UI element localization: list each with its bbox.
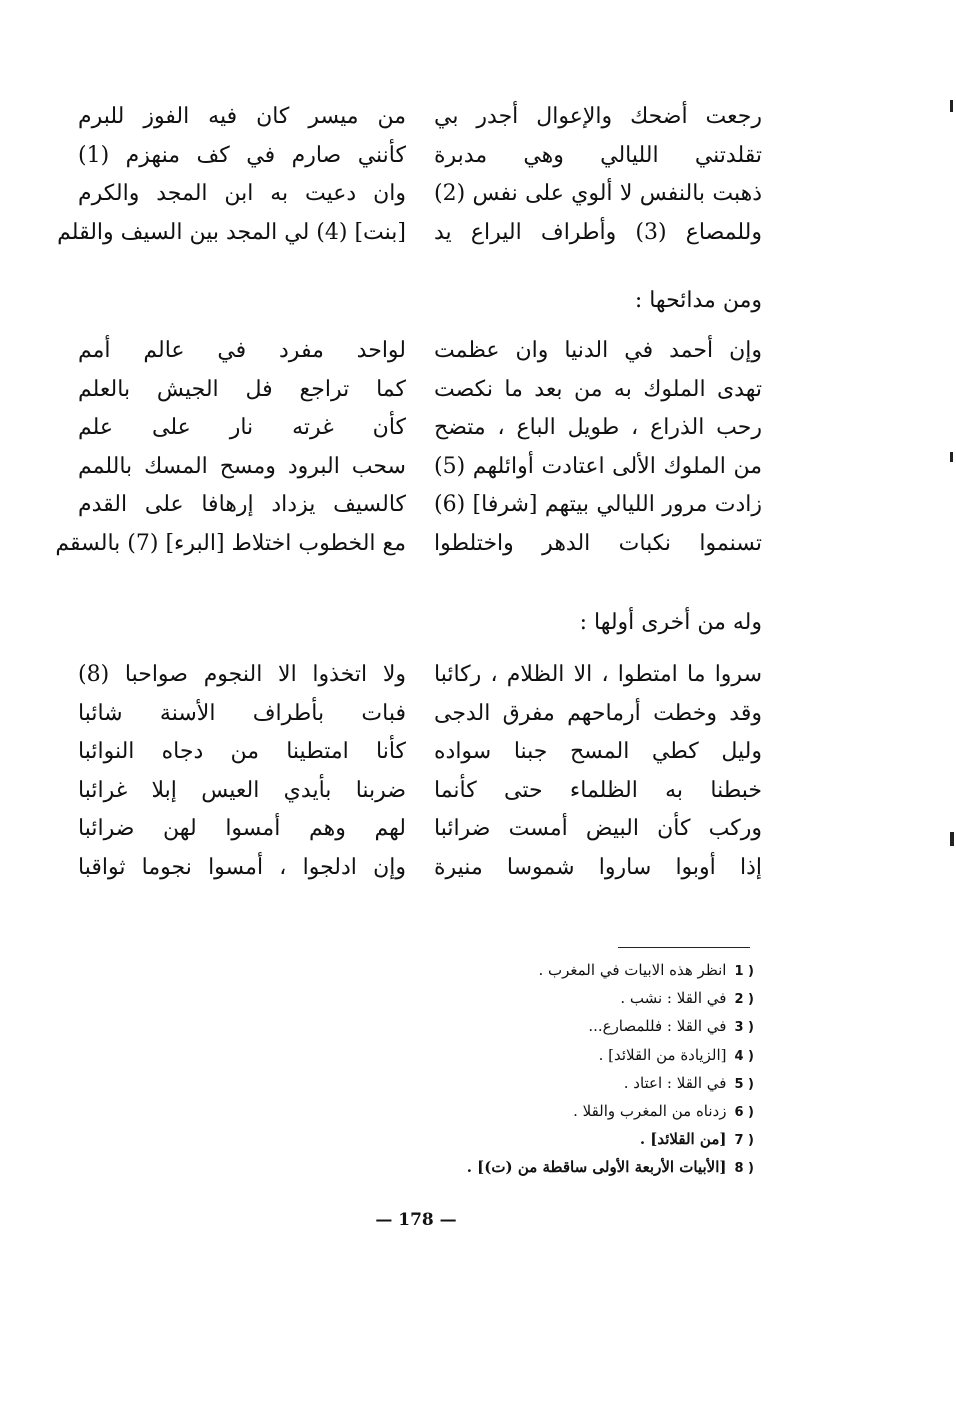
second-hemistich: ولا اتخذوا الا النجوم صواحبا (8) bbox=[78, 662, 406, 687]
footnote-item bbox=[294, 1012, 754, 1040]
verse-line bbox=[78, 810, 762, 849]
footnote-text: في القلا : نشب . bbox=[620, 989, 727, 1008]
footnotes bbox=[294, 956, 754, 1182]
verse-line bbox=[78, 656, 762, 695]
footnote-item bbox=[294, 1097, 754, 1125]
footnote-item bbox=[294, 1069, 754, 1097]
verse-line bbox=[78, 409, 762, 448]
first-hemistich: رحب الذراع ، طويل الباع ، متضح bbox=[434, 415, 762, 441]
verse-line bbox=[78, 175, 762, 214]
first-hemistich: وقد وخطت أرماحهم مفرق الدجى bbox=[434, 700, 762, 726]
second-hemistich: كما تراجع فل الجيش بالعلم bbox=[78, 376, 406, 402]
footnote-item bbox=[294, 1041, 754, 1069]
poem-stanza-3 bbox=[78, 656, 762, 888]
scan-edge-mark bbox=[950, 452, 953, 462]
poem-stanza-1 bbox=[57, 98, 762, 252]
first-hemistich: خبطنا به الظلماء حتى كأنما bbox=[434, 777, 762, 803]
first-hemistich: وركب كأن البيض أمست ضرائبا bbox=[434, 816, 762, 842]
footnote-text: [من القلائد] . bbox=[639, 1130, 727, 1149]
second-hemistich: مع الخطوب اختلاط [البرء] (7) بالسقم bbox=[55, 530, 406, 556]
second-hemistich: كأنني صارم في كف منهزم (1) bbox=[78, 142, 406, 168]
second-hemistich: كأن غرته نار على علم bbox=[78, 415, 406, 441]
footnote-number: 2 ) bbox=[734, 992, 754, 1008]
section-heading-2: وله من أخرى أولها : bbox=[579, 610, 762, 635]
dash-right: — bbox=[433, 1210, 457, 1230]
footnote-item bbox=[294, 1125, 754, 1153]
first-hemistich: وللمصاع (3) وأطراف اليراع يد bbox=[434, 219, 762, 245]
first-hemistich: وليل كطي المسح جبنا سواده bbox=[434, 739, 762, 765]
second-hemistich: فبات بأطراف الأسنة شائبا bbox=[78, 700, 406, 726]
second-hemistich: لهم وهم أمسوا لهن ضرائبا bbox=[78, 816, 406, 842]
second-hemistich: [بنت] (4) لي المجد بين السيف والقلم bbox=[57, 219, 406, 245]
second-hemistich: كأنا امتطينا من دجاه النوائبا bbox=[78, 739, 406, 765]
first-hemistich: تهدى الملوك به من بعد ما نكصت bbox=[434, 376, 762, 402]
footnote-text: في القلا : فللمصارع... bbox=[588, 1017, 727, 1036]
page-number-value: 178 bbox=[398, 1210, 434, 1230]
first-hemistich: تسنموا نكبات الدهر واختلطوا bbox=[434, 530, 762, 556]
second-hemistich: ضربنا بأيدي العيس إبلا غرائبا bbox=[78, 777, 406, 803]
second-hemistich: سحب البرود ومسح المسك باللمم bbox=[78, 453, 406, 479]
footnote-number: 4 ) bbox=[734, 1048, 754, 1064]
footnote-text: انظر هذه الابيات في المغرب . bbox=[538, 961, 727, 979]
second-hemistich: من ميسر كان فيه الفوز للبرم bbox=[78, 104, 406, 129]
verse-line bbox=[78, 332, 762, 371]
first-hemistich: زادت مرور الليالي بيتهم [شرفا] (6) bbox=[434, 492, 762, 518]
poem-stanza-2 bbox=[55, 332, 762, 564]
footnote-text: في القلا : اعتاد . bbox=[623, 1073, 727, 1092]
verse-line bbox=[78, 849, 762, 888]
verse-line bbox=[57, 214, 762, 253]
first-hemistich: من الملوك الألى اعتادت أوائلهم (5) bbox=[434, 453, 762, 479]
footnote-divider bbox=[618, 947, 750, 948]
dash-left: — bbox=[375, 1210, 399, 1230]
footnote-text: زدناه من المغرب والقلا . bbox=[573, 1101, 727, 1120]
second-hemistich: لواحد مفرد في عالم أمم bbox=[78, 338, 406, 363]
first-hemistich: رجعت أضحك والإعوال أجدر بي bbox=[434, 104, 762, 129]
section-heading-1: ومن مدائحها : bbox=[634, 288, 762, 313]
verse-line bbox=[78, 695, 762, 734]
first-hemistich: ذهبت بالنفس لا ألوي على نفس (2) bbox=[434, 181, 762, 207]
verse-line bbox=[78, 772, 762, 811]
verse-line bbox=[55, 525, 762, 564]
footnote-number: 3 ) bbox=[734, 1020, 754, 1036]
footnote-number: 8 ) bbox=[734, 1161, 754, 1177]
verse-line bbox=[78, 371, 762, 410]
scan-edge-mark bbox=[950, 100, 953, 112]
footnote-item bbox=[294, 956, 754, 984]
second-hemistich: كالسيف يزداد إرهافا على القدم bbox=[78, 492, 406, 518]
verse-line bbox=[78, 137, 762, 176]
footnote-text: [الزيادة من القلائد] . bbox=[598, 1045, 727, 1064]
verse-line bbox=[78, 733, 762, 772]
scan-edge-mark bbox=[950, 832, 954, 846]
footnote-number: 5 ) bbox=[734, 1076, 754, 1092]
footnote-text: [الأبيات الأربعة الأولى ساقطة من (ت)] . bbox=[466, 1158, 727, 1177]
first-hemistich: وإن أحمد في الدنيا وان عظمت bbox=[434, 338, 762, 363]
footnote-number: 7 ) bbox=[734, 1133, 754, 1149]
verse-line bbox=[78, 448, 762, 487]
footnote-item bbox=[294, 1153, 754, 1181]
first-hemistich: سروا ما امتطوا ، الا الظلام ، ركائبا bbox=[434, 662, 762, 687]
footnote-number: 6 ) bbox=[734, 1104, 754, 1120]
footnote-number: 1 ) bbox=[734, 964, 754, 979]
second-hemistich: وإن ادلجوا ، أمسوا نجوما ثواقبا bbox=[78, 854, 406, 880]
first-hemistich: تقلدتني الليالي وهي مدبرة bbox=[434, 142, 762, 168]
verse-line bbox=[78, 486, 762, 525]
second-hemistich: وان دعيت به ابن المجد والكرم bbox=[78, 181, 406, 207]
footnote-item bbox=[294, 984, 754, 1012]
verse-line bbox=[78, 98, 762, 137]
first-hemistich: إذا أوبوا ساروا شموسا منيرة bbox=[434, 854, 762, 880]
page-number bbox=[368, 1210, 464, 1230]
